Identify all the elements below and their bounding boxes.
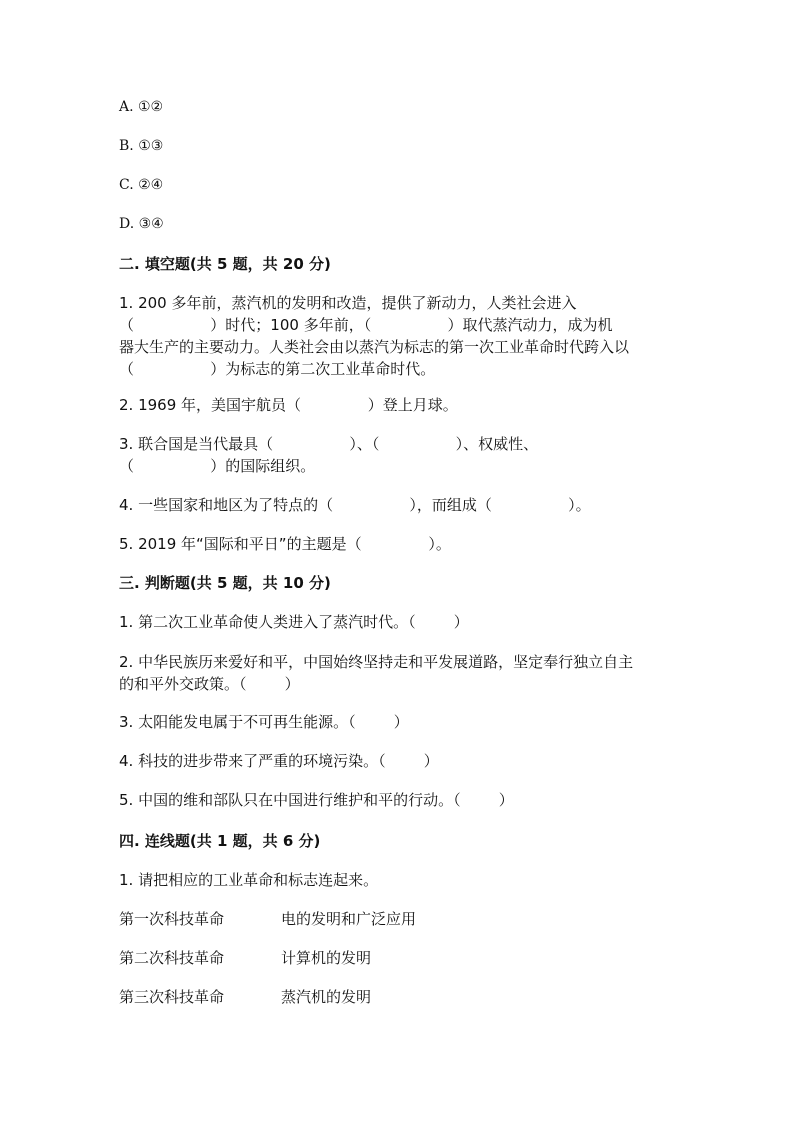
option-d: D. ③④	[119, 216, 164, 232]
option-a: A. ①②	[119, 99, 164, 115]
match-right-3: 蒸汽机的发明	[281, 988, 372, 1006]
option-c: C. ②④	[119, 177, 164, 193]
fill-q3-line1: 3. 联合国是当代最具（ ）、（ ）、权威性、	[119, 435, 539, 453]
fill-q1-line1: 1. 200 多年前，蒸汽机的发明和改造，提供了新动力，人类社会进入	[119, 294, 577, 312]
tf-q1: 1. 第二次工业革命使人类进入了蒸汽时代。（ ）	[119, 613, 469, 631]
tf-q3: 3. 太阳能发电属于不可再生能源。（ ）	[119, 713, 409, 731]
tf-q2-line2: 的和平外交政策。（ ）	[119, 675, 300, 693]
fill-q2: 2. 1969 年，美国宇航员（ ）登上月球。	[119, 396, 458, 414]
match-left-1: 第一次科技革命	[119, 910, 225, 928]
match-left-2: 第二次科技革命	[119, 949, 225, 967]
tf-q5: 5. 中国的维和部队只在中国进行维护和平的行动。（ ）	[119, 791, 514, 809]
fill-q1-line2: （ ）时代；100 多年前，（ ）取代蒸汽动力，成为机	[119, 316, 613, 334]
match-left-3: 第三次科技革命	[119, 988, 225, 1006]
match-q1: 1. 请把相应的工业革命和标志连起来。	[119, 871, 379, 889]
match-right-2: 计算机的发明	[281, 949, 372, 967]
section-title-fill-blank: 二. 填空题(共 5 题，共 20 分)	[119, 255, 331, 273]
option-b: B. ①③	[119, 138, 164, 154]
fill-q4: 4. 一些国家和地区为了特点的（ ），而组成（ ）。	[119, 496, 591, 514]
tf-q4: 4. 科技的进步带来了严重的环境污染。（ ）	[119, 752, 439, 770]
section-title-true-false: 三. 判断题(共 5 题，共 10 分)	[119, 574, 331, 592]
fill-q3-line2: （ ）的国际组织。	[119, 457, 316, 475]
fill-q1-line4: （ ）为标志的第二次工业革命时代。	[119, 360, 436, 378]
fill-q5: 5. 2019 年“国际和平日”的主题是（ ）。	[119, 535, 451, 553]
tf-q2-line1: 2. 中华民族历来爱好和平，中国始终坚持走和平发展道路，坚定奉行独立自主	[119, 653, 634, 671]
match-right-1: 电的发明和广泛应用	[281, 910, 417, 928]
section-title-matching: 四. 连线题(共 1 题，共 6 分)	[119, 832, 321, 850]
fill-q1-line3: 器大生产的主要动力。人类社会由以蒸汽为标志的第一次工业革命时代跨入以	[119, 338, 630, 356]
